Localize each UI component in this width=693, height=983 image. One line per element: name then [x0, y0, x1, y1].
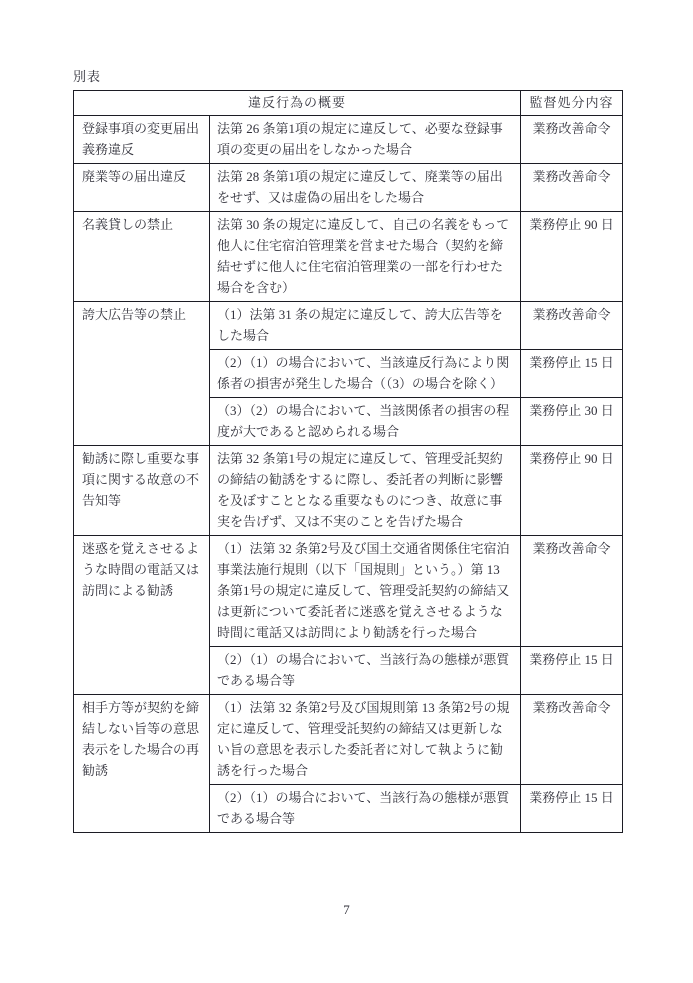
header-supervisory-action: 監督処分内容 [521, 91, 623, 116]
supervisory-action-cell: 業務改善命令 [521, 536, 623, 647]
supervisory-action-cell: 業務改善命令 [521, 164, 623, 212]
violation-description-cell: 法第 30 条の規定に違反して、自己の名義をもって他人に住宅宿泊管理業を営ませた場合（契約を締結せずに他人に住宅宿泊管理業の一部を行わせた場合を含む） [210, 212, 521, 302]
violation-description-cell: （1）法第 31 条の規定に違反して、誇大広告等をした場合 [210, 302, 521, 350]
violation-description-cell: （1）法第 32 条第2号及び国規則第 13 条第2号の規定に違反して、管理受託契約の締結又は更新しない旨の意思を表示した委託者に対して執ように勧誘を行った場合 [210, 695, 521, 785]
supervisory-action-cell: 業務改善命令 [521, 302, 623, 350]
violation-description-cell: 法第 28 条第1項の規定に違反して、廃業等の届出をせず、又は虚偽の届出をした場合 [210, 164, 521, 212]
supervisory-action-cell: 業務停止 15 日 [521, 785, 623, 833]
table-row [74, 212, 623, 302]
violation-description-cell: （2）（1）の場合において、当該行為の態様が悪質である場合等 [210, 647, 521, 695]
violation-table [73, 90, 623, 833]
violation-category-cell: 廃業等の届出違反 [74, 164, 210, 212]
violation-category-cell: 登録事項の変更届出義務違反 [74, 116, 210, 164]
violation-description-cell: 法第 32 条第1号の規定に違反して、管理受託契約の締結の勧誘をするに際し、委託者の判断に影響を及ぼすこととなる重要なものにつき、故意に事実を告げず、又は不実のことを告げた場合 [210, 446, 521, 536]
violation-category-cell: 名義貸しの禁止 [74, 212, 210, 302]
supervisory-action-cell: 業務停止 15 日 [521, 647, 623, 695]
violation-description-cell: 法第 26 条第1項の規定に違反して、必要な登録事項の変更の届出をしなかった場合 [210, 116, 521, 164]
supervisory-action-cell: 業務改善命令 [521, 695, 623, 785]
violation-category-cell: 誇大広告等の禁止 [74, 302, 210, 446]
violation-description-cell: （3）（2）の場合において、当該関係者の損害の程度が大であると認められる場合 [210, 398, 521, 446]
supervisory-action-cell: 業務停止 90 日 [521, 212, 623, 302]
supervisory-action-cell: 業務停止 15 日 [521, 350, 623, 398]
violation-category-cell: 勧誘に際し重要な事項に関する故意の不告知等 [74, 446, 210, 536]
table-row [74, 446, 623, 536]
table-caption: 別表 [73, 69, 102, 84]
table-row [74, 164, 623, 212]
supervisory-action-cell: 業務停止 30 日 [521, 398, 623, 446]
violation-category-cell: 相手方等が契約を締結しない旨等の意思表示をした場合の再勧誘 [74, 695, 210, 833]
table-header-row [74, 91, 623, 116]
table-row [74, 302, 623, 350]
violation-description-cell: （1）法第 32 条第2号及び国土交通省関係住宅宿泊事業法施行規則（以下「国規則」という。）第 13 条第1号の規定に違反して、管理受託契約の締結又は更新について委託者に迷惑を覚えさせるような時間に電話又は訪問により勧誘を行った場合 [210, 536, 521, 647]
violation-category-cell: 迷惑を覚えさせるような時間の電話又は訪問による勧誘 [74, 536, 210, 695]
violation-table-body [74, 116, 623, 833]
table-row [74, 116, 623, 164]
table-row [74, 695, 623, 785]
supervisory-action-cell: 業務改善命令 [521, 116, 623, 164]
violation-description-cell: （2）（1）の場合において、当該行為の態様が悪質である場合等 [210, 785, 521, 833]
violation-description-cell: （2）（1）の場合において、当該違反行為により関係者の損害が発生した場合（（3）の場合を除く） [210, 350, 521, 398]
page-number: 7 [343, 902, 350, 917]
supervisory-action-cell: 業務停止 90 日 [521, 446, 623, 536]
table-row [74, 536, 623, 647]
header-violation-overview: 違反行為の概要 [74, 91, 521, 116]
